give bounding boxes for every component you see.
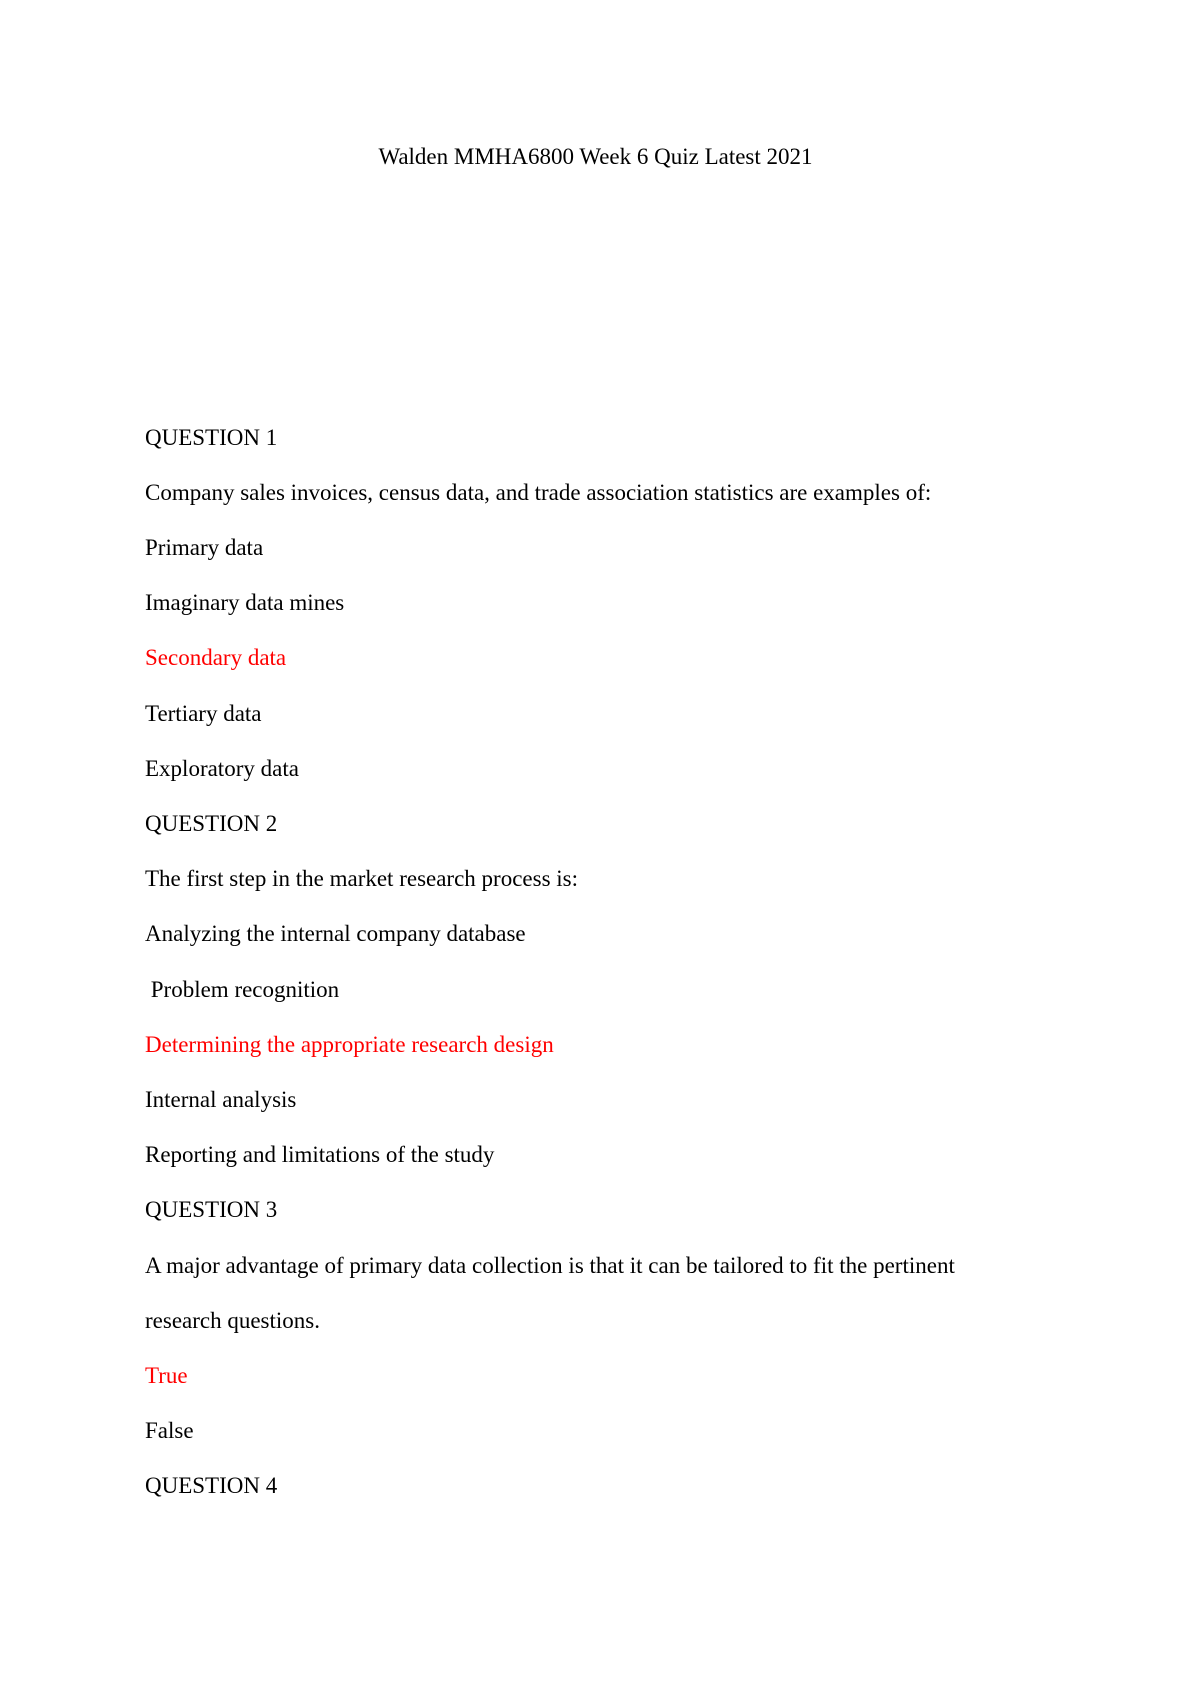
question-2-prompt: The first step in the market research process is: [145, 866, 579, 891]
question-4-heading: QUESTION 4 [145, 1473, 278, 1498]
question-1-prompt: Company sales invoices, census data, and trade association statistics are examples of: [145, 480, 932, 505]
question-1-heading: QUESTION 1 [145, 425, 278, 450]
question-1-option-5: Exploratory data [145, 756, 299, 781]
question-1-option-3-correct: Secondary data [145, 645, 287, 670]
question-1-option-1: Primary data [145, 535, 264, 560]
question-3-option-1-correct: True [145, 1363, 188, 1388]
question-1-option-2: Imaginary data mines [145, 590, 345, 615]
question-3-prompt-line-1: A major advantage of primary data collection is that it can be tailored to fit the pertinent [145, 1253, 955, 1278]
question-1-option-4: Tertiary data [145, 701, 262, 726]
question-2-option-5: Reporting and limitations of the study [145, 1142, 495, 1167]
document-title: Walden MMHA6800 Week 6 Quiz Latest 2021 [378, 144, 813, 169]
question-2-option-3-correct: Determining the appropriate research design [145, 1032, 554, 1057]
question-2-option-2: Problem recognition [145, 977, 340, 1002]
question-3-option-2: False [145, 1418, 194, 1443]
question-2-option-1: Analyzing the internal company database [145, 921, 526, 946]
question-3-prompt-line-2: research questions. [145, 1308, 320, 1333]
question-3-heading: QUESTION 3 [145, 1197, 278, 1222]
question-2-option-4: Internal analysis [145, 1087, 297, 1112]
question-2-heading: QUESTION 2 [145, 811, 278, 836]
